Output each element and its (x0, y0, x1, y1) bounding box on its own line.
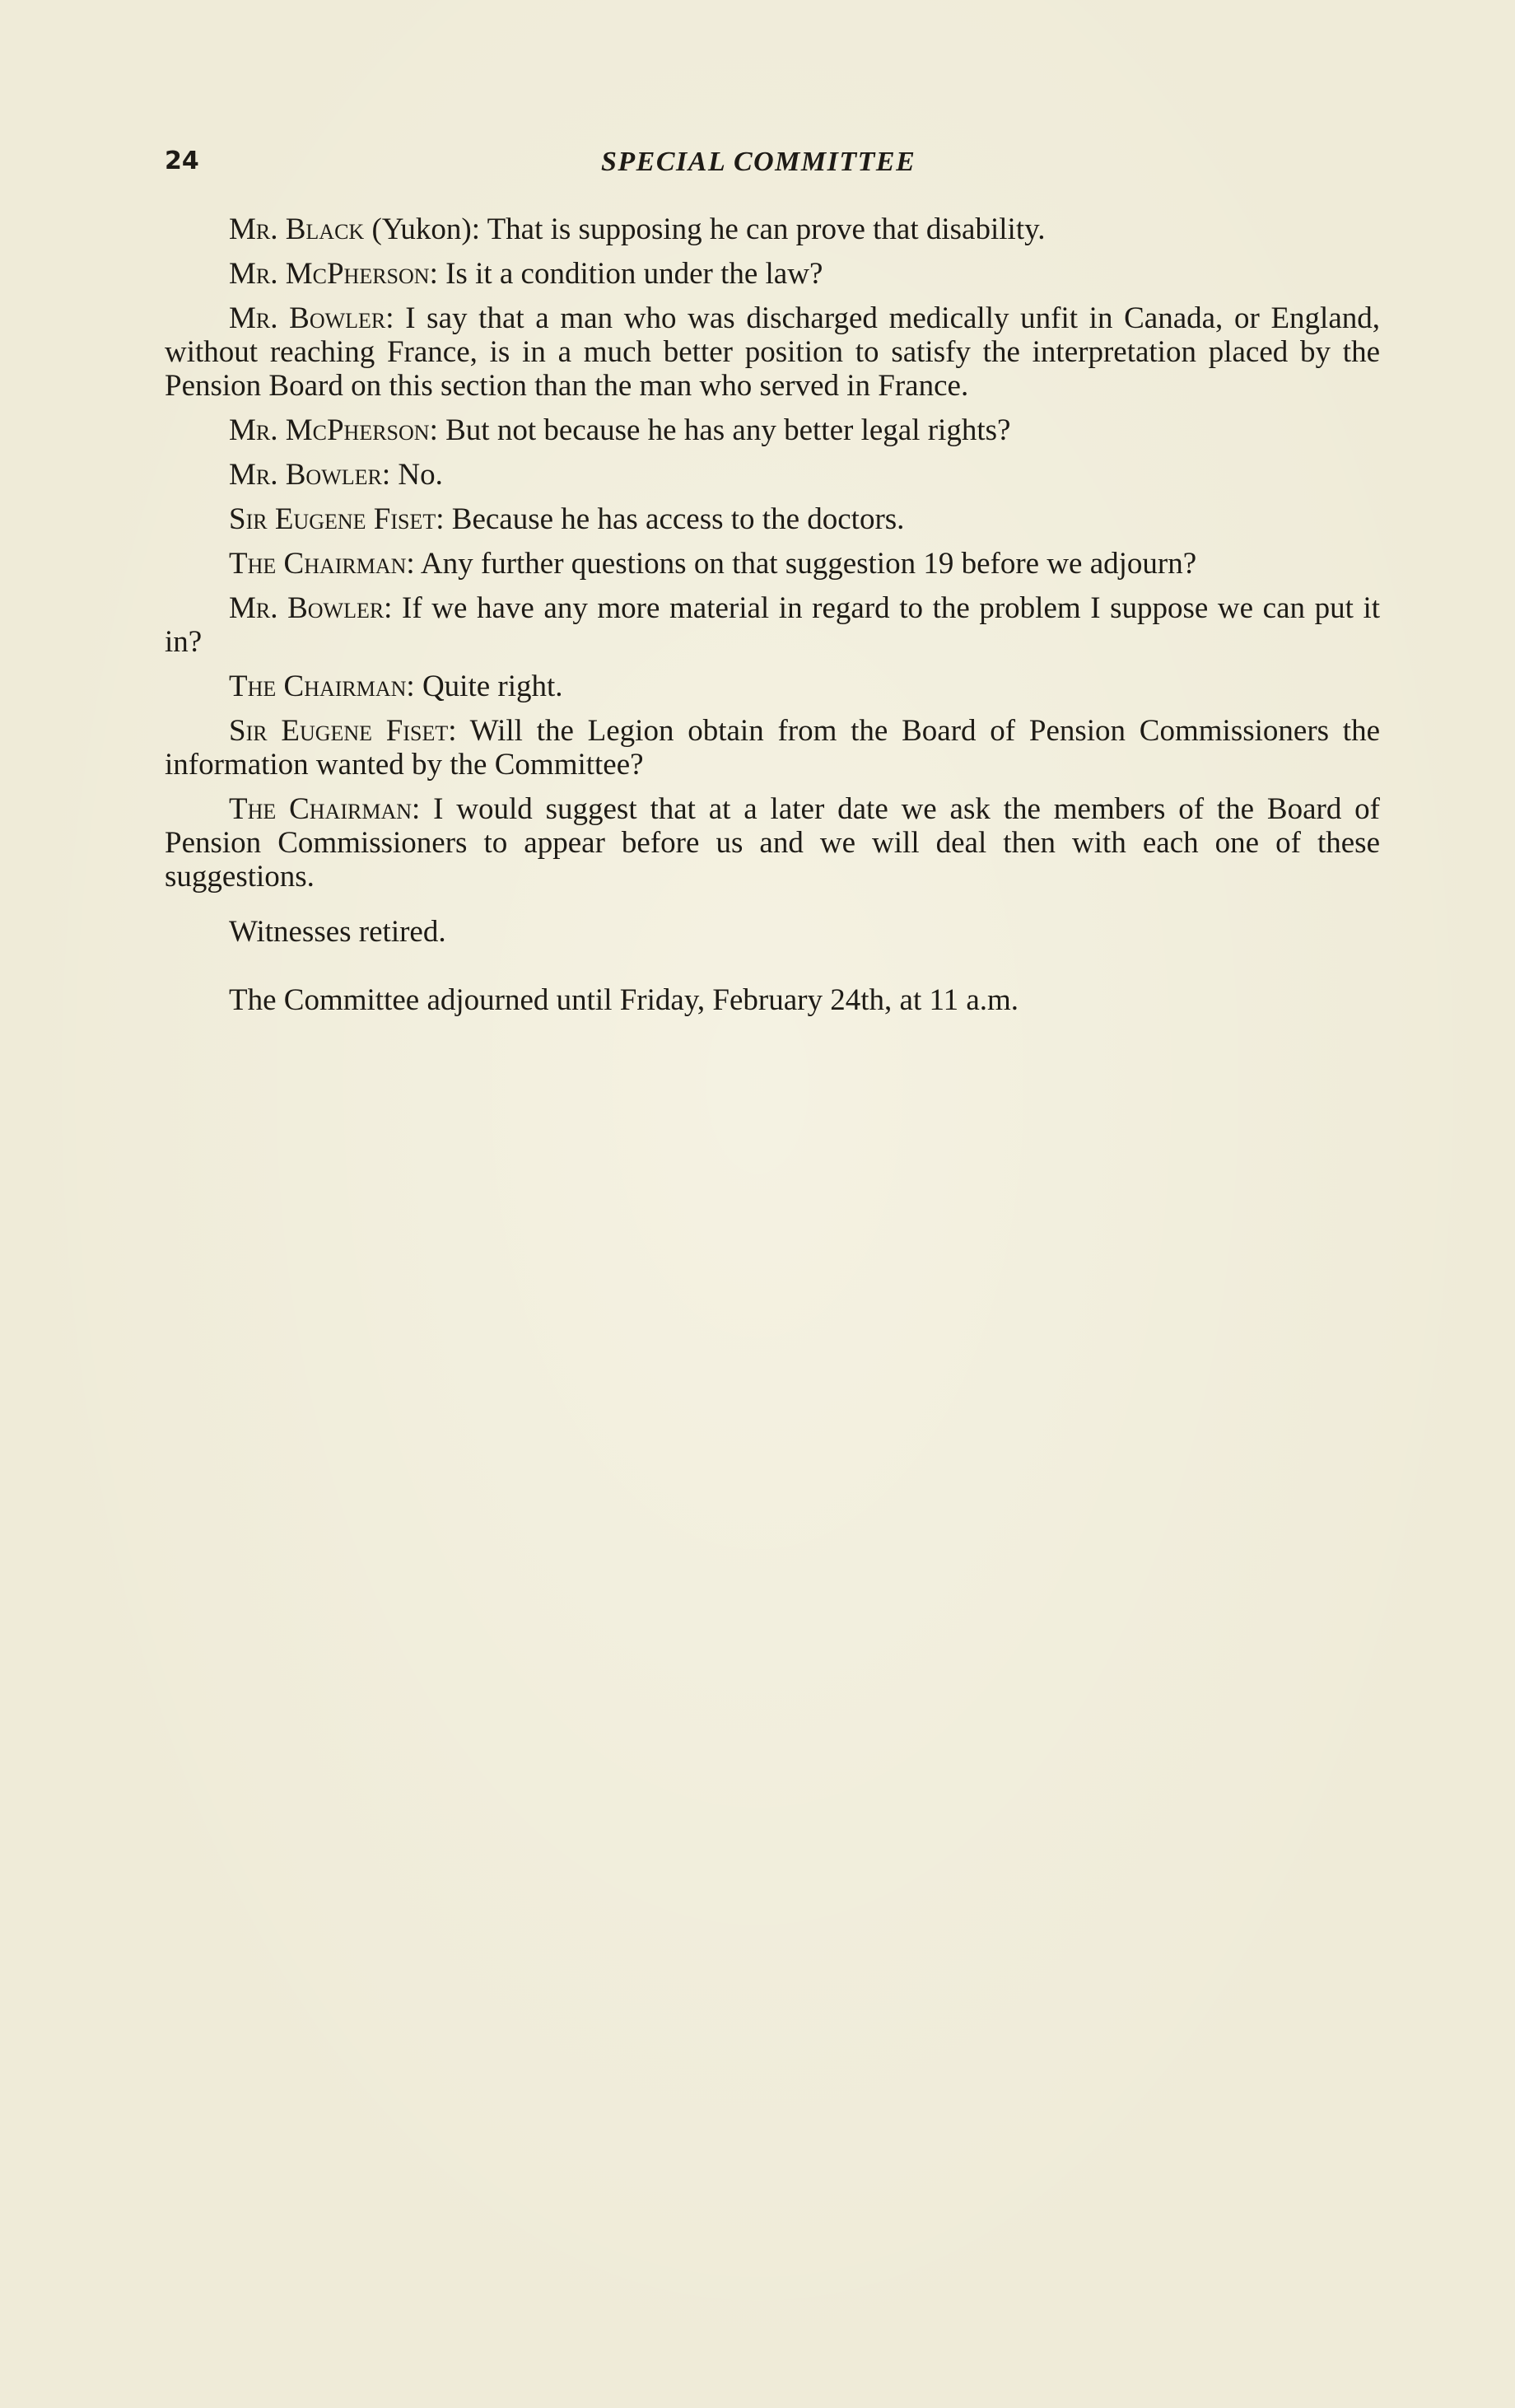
speaker-name: The Chairman (229, 670, 407, 703)
transcript-paragraph (165, 257, 1380, 291)
speaker-name: Mr. McPherson (229, 413, 430, 447)
speaker-name: Mr. Bowler (229, 301, 386, 335)
speaker-name: Mr. Bowler (229, 458, 382, 492)
speaker-name: Sir Eugene Fiset (229, 502, 436, 536)
transcript-body (165, 212, 1380, 1028)
speech-text: : Any further questions on that suggestion 19 before we adjourn? (406, 547, 1197, 581)
speaker-name: Mr. Black (229, 212, 365, 246)
speaker-name: Sir Eugene Fiset (229, 714, 449, 748)
page-header (165, 147, 1383, 188)
speech-text: : Because he has access to the doctors. (436, 502, 905, 536)
speech-text: : Is it a condition under the law? (429, 257, 823, 291)
running-head: SPECIAL COMMITTEE (601, 147, 916, 177)
speech-text: (Yukon): That is supposing he can prove that disability. (364, 212, 1046, 246)
transcript-paragraph (165, 413, 1380, 447)
witnesses-retired-note: Witnesses retired. (229, 915, 446, 949)
transcript-paragraph (165, 212, 1380, 246)
speech-text: : But not because he has any better legal rights? (429, 413, 1011, 447)
speech-text: : No. (381, 458, 443, 492)
transcript-paragraph (165, 714, 1380, 782)
transcript-paragraph (165, 591, 1380, 659)
speaker-name: The Chairman (229, 792, 412, 826)
transcript-paragraph (165, 301, 1380, 403)
transcript-paragraph (165, 670, 1380, 703)
speech-text: : I would suggest that at a later date we ask the members of the Board of Pension Commissioners to appear before us and we will deal then with each one of these suggestions. (165, 792, 1380, 894)
page-number: 24 (165, 147, 199, 175)
speech-text: : If we have any more material in regard to the problem I suppose we can put it in? (165, 591, 1380, 659)
speaker-name: Mr. Bowler (229, 591, 385, 625)
speaker-name: The Chairman (229, 547, 407, 581)
speech-text: : Will the Legion obtain from the Board of Pension Commissioners the information wanted by the Committee? (165, 714, 1381, 782)
speech-text: : I say that a man who was discharged medically unfit in Canada, or England, without reaching France, is in a much better position to satisfy the interpretation placed by the Pension Board on this section than the man who served in France. (165, 301, 1381, 403)
speaker-name: Mr. McPherson (229, 257, 430, 291)
transcript-paragraph (165, 792, 1380, 894)
speech-text: : Quite right. (406, 670, 563, 703)
transcript-paragraph (165, 502, 1380, 536)
transcript-paragraph (165, 458, 1380, 492)
transcript-paragraph (165, 547, 1380, 581)
adjournment-note: The Committee adjourned until Friday, February 24th, at 11 a.m. (229, 983, 1019, 1017)
